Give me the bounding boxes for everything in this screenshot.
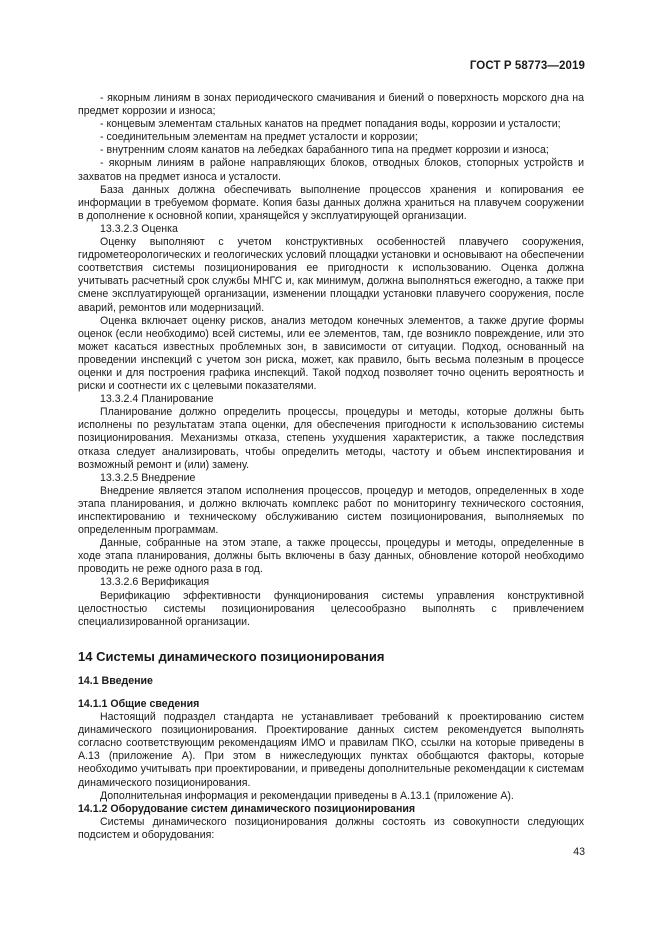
- clause-13323: 13.3.2.3 Оценка: [100, 222, 178, 235]
- paragraph-1412: Системы динамического позиционирования должны состоять из совокупности следующих подсистем и оборудования:: [78, 815, 584, 841]
- clause-13325: 13.3.2.5 Внедрение: [100, 471, 196, 484]
- paragraph-planning: Планирование должно определить процессы, процедуры и методы, которые должны быть исполнены по результатам этапа оценки, для обеспечения пригодности к использованию системы позиционирования. Механизмы отказа, степень ухудшения характеристик, а также последствия отказа следует анализировать, чтобы определить методы, частоту и объем инспектирования и возможный ремонт и (или) замену.: [78, 406, 584, 471]
- paragraph-1411-b: Дополнительная информация и рекомендации приведены в А.13.1 (приложение А).: [100, 789, 514, 802]
- section-heading-14: 14 Системы динамического позиционирования: [78, 648, 385, 664]
- paragraph-assessment-2: Оценка включает оценку рисков, анализ методом конечных элементов, а также другие формы оценок (если необходимо) всей системы, или ее элементов, там, где возникло повреждение, или это может касаться известных проблемных зон, в зависимости от ситуации. Подход, основанный на проведении инспекций с учетом зон риска, может, как правило, быть весьма полезным в процессе оценки и для построения графика инспекций. Такой подход позволяет точно оценить вероятность и риски и соотнести их с целевыми показателями.: [78, 314, 584, 393]
- list-item: - концевым элементам стальных канатов на предмет попадания воды, коррозии и усталости;: [100, 118, 561, 131]
- paragraph-implementation-1: Внедрение является этапом исполнения процессов, процедур и методов, определенных в ходе этапа планирования, и должно включать комплекс работ по мониторингу технического состояния, инспектированию и техническому обслуживанию систем позиционирования, выполняемых по определенным программам.: [78, 484, 584, 537]
- heading-1412: 14.1.2 Оборудование систем динамического позиционирования: [78, 802, 416, 815]
- clause-13326: 13.3.2.6 Верификация: [100, 576, 210, 589]
- standard-designation: ГОСТ Р 58773—2019: [469, 60, 585, 72]
- paragraph-verification: Верификацию эффективности функционирования системы управления конструктивной целостностью системы позиционирования целесообразно выполнять с привлечением специализированной организации.: [78, 589, 584, 628]
- clause-13324: 13.3.2.4 Планирование: [100, 393, 214, 406]
- page-number: 43: [573, 846, 585, 858]
- list-item: - соединительным элементам на предмет усталости и коррозии;: [100, 131, 418, 144]
- paragraph-database: База данных должна обеспечивать выполнение процессов хранения и копирования ее информации в требуемом формате. Копия базы данных должна храниться на плавучем сооружении в дополнение к основной копии, хранящейся у эксплуатирующей организации.: [78, 183, 584, 222]
- list-item: - якорным линиям в зонах периодического смачивания и биений о поверхность морского дна на предмет коррозии и износа;: [78, 92, 584, 118]
- paragraph-assessment-1: Оценку выполняют с учетом конструктивных особенностей плавучего сооружения, гидрометеорологических и геологических условий площадки установки и основывают на обеспечении соответствия системы позиционирования ее пригодности к использованию. Оценка должна учитывать расчетный срок службы МНГС и, как минимум, должна выполняться ежегодно, а также при смене эксплуатирующей организации, изменении площадки установки плавучего сооружения, после аварий, ремонтов или модернизаций.: [78, 236, 584, 314]
- list-item: - якорным линиям в районе направляющих блоков, отводных блоков, стопорных устройств и захватов на предмет износа и усталости.: [78, 157, 584, 183]
- page-content: [78, 92, 584, 842]
- subsection-heading-141: 14.1 Введение: [78, 674, 153, 687]
- list-item: - внутренним слоям канатов на лебедках барабанного типа на предмет коррозии и износа;: [100, 144, 549, 157]
- paragraph-implementation-2: Данные, собранные на этом этапе, а также процессы, процедуры и методы, определенные в ходе этапа планирования, должны быть включены в базу данных, обновление которой необходимо проводить не реже одного раза в год.: [78, 537, 584, 576]
- paragraph-1411-a: Настоящий подраздел стандарта не устанавливает требований к проектированию систем динамического позиционирования. Проектирование данных систем рекомендуется выполнять согласно соответствующим рекомендациям ИМО и правилам ПКО, ссылки на которые приведены в А.13 (приложение А). При этом в нижеследующих пунктах обобщаются факторы, которые необходимо учитывать при проектировании, и приведены дополнительные рекомендации к системам динамического позиционирования.: [78, 711, 584, 789]
- heading-1411: 14.1.1 Общие сведения: [78, 697, 200, 710]
